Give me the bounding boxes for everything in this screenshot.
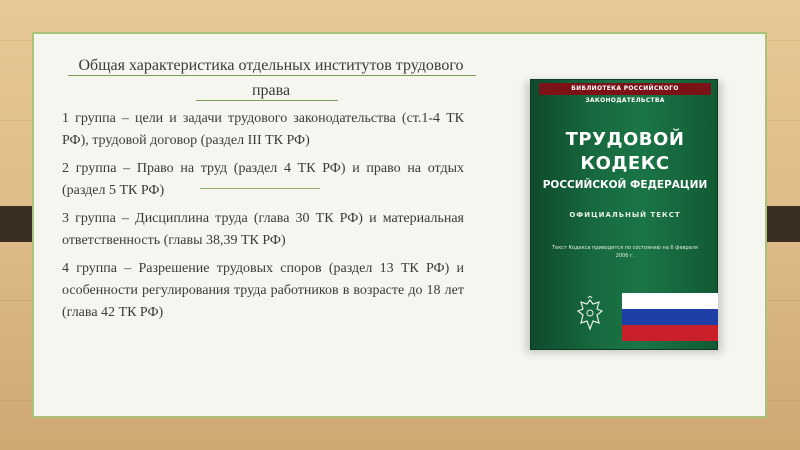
book-title bbox=[531, 128, 719, 176]
book-title-line2: КОДЕКС bbox=[580, 153, 670, 174]
book-subtitle: РОССИЙСКОЙ ФЕДЕРАЦИИ bbox=[542, 179, 708, 191]
slide-body bbox=[62, 108, 464, 330]
russian-eagle-emblem-icon bbox=[575, 296, 605, 334]
book-official-text: ОФИЦИАЛЬНЫЙ ТЕКСТ bbox=[569, 211, 681, 219]
title-underline bbox=[68, 75, 476, 76]
group-2-text: 2 группа – Право на труд (раздел 4 ТК РФ) и право на отдых (раздел 5 ТК РФ) bbox=[62, 161, 464, 198]
labor-code-book-cover bbox=[530, 79, 718, 350]
book-title-line1: ТРУДОВОЙ bbox=[565, 129, 685, 150]
book-series-band: БИБЛИОТЕКА РОССИЙСКОГО ЗАКОНОДАТЕЛЬСТВА bbox=[539, 83, 711, 95]
group-4-text: 4 группа – Разрешение трудовых споров (раздел 13 ТК РФ) и особенности регулирования труда работников в возрасте до 18 лет (глава 42 ТК РФ) bbox=[62, 261, 464, 320]
group-1-text: 1 группа – цели и задачи трудового законодательства (ст.1-4 ТК РФ), трудовой договор (раздел III ТК РФ) bbox=[62, 111, 464, 148]
russian-flag-icon bbox=[622, 293, 718, 341]
book-note: Текст Кодекса приводится по состоянию на 6 февраля 2006 г. bbox=[552, 245, 698, 259]
group-3-text: 3 группа – Дисциплина труда (глава 30 ТК РФ) и материальная ответственность (главы 38,39 ТК РФ) bbox=[62, 211, 464, 248]
slide-title: Общая характеристика отдельных институтов трудового права bbox=[78, 57, 464, 99]
title-underline bbox=[196, 100, 338, 101]
